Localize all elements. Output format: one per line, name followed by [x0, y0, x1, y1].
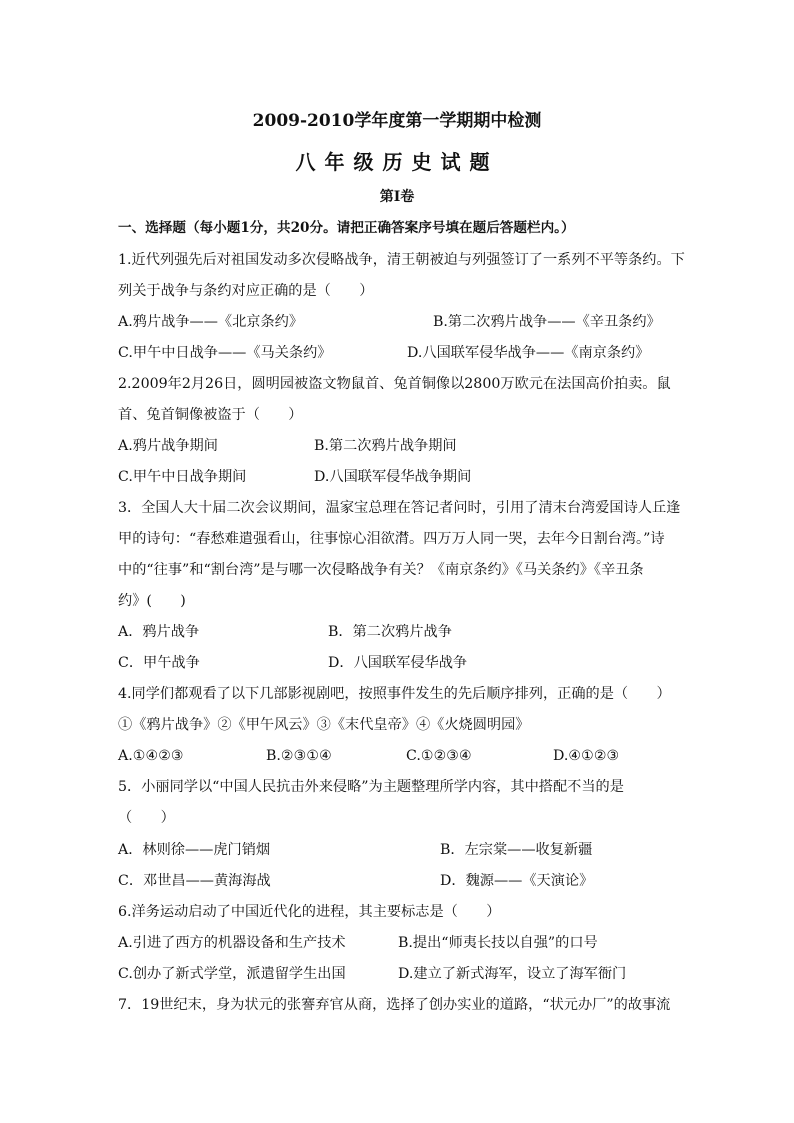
question-6-option-a: A.引进了西方的机器设备和生产技术	[118, 935, 346, 951]
question-3-line-1: 3．全国人大十届二次会议期间，温家宝总理在答记者问时，引用了清末台湾爱国诗人丘逢	[118, 500, 681, 516]
question-2-option-d: D.八国联军侵华战争期间	[314, 469, 472, 485]
question-1-option-c: C.甲午中日战争——《马关条约》	[118, 345, 332, 361]
question-6-option-d: D.建立了新式海军，设立了海军衙门	[398, 966, 627, 982]
question-5-option-b: B．左宗棠——收复新疆	[440, 842, 593, 858]
question-3-option-a: A．鸦片战争	[118, 624, 200, 640]
question-5-line-1: 5．小丽同学以“中国人民抗击外来侵略”为主题整理所学内容，其中搭配不当的是	[118, 779, 624, 795]
question-2-line-2: 首、兔首铜像被盗于（ ）	[118, 407, 303, 423]
question-3-option-b: B．第二次鸦片战争	[328, 624, 452, 640]
question-4-option-d: D.④①②③	[553, 748, 620, 764]
question-6-option-c: C.创办了新式学堂，派遣留学生出国	[118, 966, 346, 982]
question-4-line-1: 4.同学们都观看了以下几部影视剧吧，按照事件发生的先后顺序排列，正确的是（ ）	[118, 686, 671, 702]
question-5-option-c: C．邓世昌——黄海海战	[118, 873, 271, 889]
question-1-line-1: 1.近代列强先后对祖国发动多次侵略战争，清王朝被迫与列强签订了一系列不平等条约。下	[118, 252, 685, 268]
question-1-option-d: D.八国联军侵华战争——《南京条约》	[407, 345, 650, 361]
question-4-option-a: A.①④②③	[118, 748, 184, 764]
question-2-option-a: A.鸦片战争期间	[118, 438, 218, 454]
question-5-line-2: （ ）	[118, 810, 175, 826]
question-5-option-a: A．林则徐——虎门销烟	[118, 842, 271, 858]
question-6-option-b: B.提出“师夷长技以自强”的口号	[398, 935, 598, 951]
question-1-option-a: A.鸦片战争——《北京条约》	[118, 314, 304, 330]
question-4-option-b: B.②③①④	[266, 748, 332, 764]
question-3-line-3: 中的“往事”和“割台湾”是与哪一次侵略战争有关？《南京条约》《马关条约》《辛丑条	[118, 562, 644, 578]
question-2-option-b: B.第二次鸦片战争期间	[314, 438, 457, 454]
volume-label: 第Ⅰ卷	[379, 189, 415, 205]
exam-title: 2009-2010学年度第一学期期中检测	[252, 111, 542, 131]
question-3-option-d: D．八国联军侵华战争	[328, 655, 468, 671]
question-6-line-1: 6.洋务运动启动了中国近代化的进程，其主要标志是（ ）	[118, 904, 501, 920]
question-1-option-b: B.第二次鸦片战争——《辛丑条约》	[433, 314, 661, 330]
question-3-option-c: C．甲午战争	[118, 655, 200, 671]
question-2-option-c: C.甲午中日战争期间	[118, 469, 247, 485]
exam-subtitle: 八年级历史试题	[295, 150, 499, 174]
question-7-line-1: 7．19世纪末，身为状元的张謇弃官从商，选择了创办实业的道路，“状元办厂”的故事流	[118, 997, 671, 1013]
question-2-line-1: 2.2009年2月26日，圆明园被盗文物鼠首、兔首铜像以2800万欧元在法国高价拍卖。鼠	[118, 376, 671, 392]
question-4-option-c: C.①②③④	[406, 748, 472, 764]
question-1-line-2: 列关于战争与条约对应正确的是（ ）	[118, 283, 374, 299]
question-4-line-2: ①《鸦片战争》②《甲午风云》③《末代皇帝》④《火烧圆明园》	[118, 717, 530, 733]
question-3-line-4: 约》( )	[118, 593, 186, 609]
section-heading: 一、选择题（每小题1分，共20分。请把正确答案序号填在题后答题栏内。）	[118, 220, 575, 236]
question-5-option-d: D．魏源——《天演论》	[440, 873, 594, 889]
question-3-line-2: 甲的诗句：“春愁难遣强看山，往事惊心泪欲潸。四万万人同一哭，去年今日割台湾。”诗	[118, 531, 665, 547]
